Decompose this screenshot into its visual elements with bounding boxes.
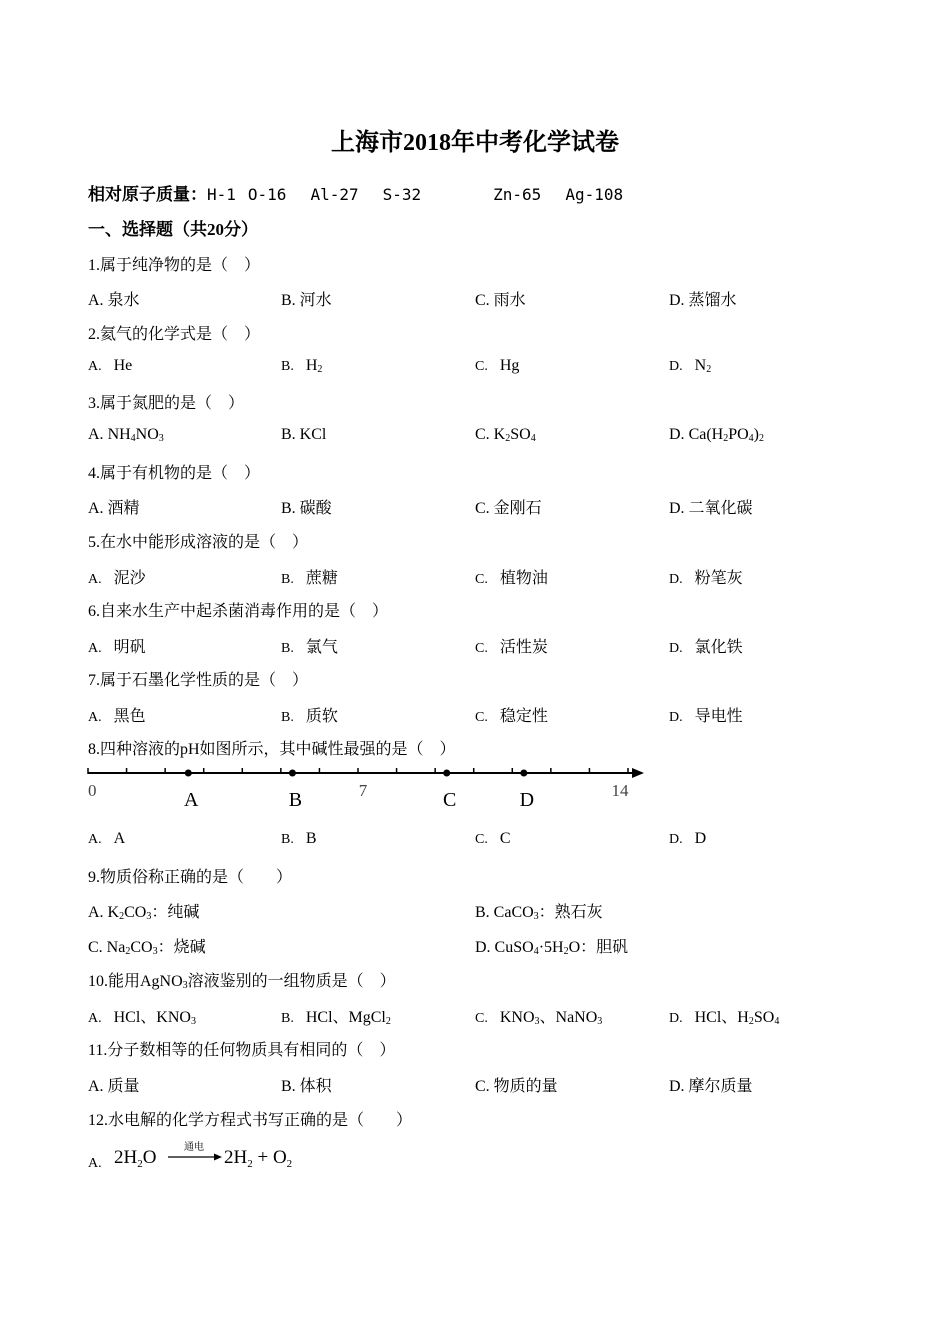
- q10-option-c: C. $KNO_3$、NaNO$_3$: [475, 1009, 603, 1027]
- q12-option-a-label: A.: [88, 1156, 102, 1171]
- q5-option-c: C. 植物油: [475, 570, 548, 587]
- q7-option-d: D. 导电性: [669, 708, 743, 725]
- ph-scale: [88, 768, 644, 811]
- ph-tick-label-7: 7: [358, 781, 368, 800]
- ph-axis-arrow: [632, 768, 644, 778]
- equation-condition: 通电: [184, 1142, 204, 1153]
- q3-option-a: A. $NH_4NO_3$: [88, 426, 164, 444]
- q1-option-b: B. 河水: [281, 292, 332, 309]
- ph-point-label-a: A: [184, 789, 199, 811]
- q6-option-a: A. 明矾: [88, 639, 146, 656]
- ph-tick-label-0: 0: [88, 781, 97, 800]
- q10-option-b: B. HCl、MgCl$_2$: [281, 1009, 391, 1027]
- atomic-mass-h: H-1: [207, 185, 236, 204]
- atomic-mass-o: O-16: [247, 185, 287, 204]
- q5-option-d: D. 粉笔灰: [669, 570, 743, 587]
- ph-point-d: [520, 770, 527, 777]
- q1-option-d: D. 蒸馏水: [669, 292, 737, 309]
- question-11: 11.分子数相等的任何物质具有相同的（ ）: [88, 1042, 396, 1059]
- q6-option-c: C. 活性炭: [475, 639, 548, 656]
- q8-option-b: B. B: [281, 830, 317, 847]
- question-4: 4.属于有机物的是（ ）: [88, 465, 261, 482]
- q5-option-b: B. 蔗糖: [281, 570, 338, 587]
- ph-tick-label-14: 14: [611, 781, 629, 800]
- ph-point-b: [289, 770, 296, 777]
- q10-option-d: D. HCl、$H_2SO_4$: [669, 1009, 780, 1027]
- q2-option-a: A. He: [88, 357, 133, 374]
- question-10: 10.能用AgNO$_3$溶液鉴别的一组物质是（ ）: [88, 973, 396, 991]
- q3-option-b: B. KCl: [281, 426, 327, 443]
- question-7: 7.属于石墨化学性质的是（ ）: [88, 672, 309, 689]
- q2-option-c: C. Hg: [475, 357, 520, 374]
- q4-option-b: B. 碳酸: [281, 500, 332, 517]
- q3-option-c: C. $K_2SO_4$: [475, 426, 536, 444]
- question-5: 5.在水中能形成溶液的是（ ）: [88, 534, 309, 551]
- ph-point-label-d: D: [519, 789, 535, 811]
- question-8: 8.四种溶液的pH如图所示，其中碱性最强的是（ ）: [88, 741, 456, 758]
- q6-option-b: B. 氯气: [281, 639, 338, 656]
- section-title: 一、选择题（共20分）: [88, 220, 258, 239]
- q9-option-b: B. CaCO$_3$：熟石灰: [475, 904, 603, 922]
- q8-option-c: C. C: [475, 830, 511, 847]
- atomic-mass-ag: Ag-108: [565, 185, 624, 204]
- q9-option-c: C. $Na_2CO_3$：烧碱: [88, 939, 206, 957]
- question-12: 12.水电解的化学方程式书写正确的是（ ）: [88, 1112, 413, 1129]
- q4-option-c: C. 金刚石: [475, 500, 542, 517]
- q8-option-d: D. D: [669, 830, 707, 847]
- equation-arrow-head: [214, 1154, 222, 1161]
- q11-option-b: B. 体积: [281, 1078, 332, 1095]
- atomic-mass-line: [88, 180, 623, 205]
- q4-option-d: D. 二氧化碳: [669, 500, 753, 517]
- question-1: 1.属于纯净物的是（ ）: [88, 257, 261, 274]
- q10-option-a: A. HCl、$KNO_3$: [88, 1009, 196, 1027]
- question-9: 9.物质俗称正确的是（ ）: [88, 869, 293, 886]
- q11-option-c: C. 物质的量: [475, 1078, 558, 1095]
- atomic-mass-s: S-32: [382, 185, 422, 204]
- q5-option-a: A. 泥沙: [88, 570, 146, 587]
- q9-option-a: A. $K_2CO_3$：纯碱: [88, 904, 200, 922]
- q11-option-a: A. 质量: [88, 1078, 140, 1095]
- equation-reactant: $2H_2O$: [114, 1147, 157, 1170]
- equation-products: $2H_2 + O_2$: [224, 1147, 293, 1170]
- q4-option-a: A. 酒精: [88, 500, 140, 517]
- question-3: 3.属于氮肥的是（ ）: [88, 395, 245, 412]
- ph-scale-diagram: [80, 758, 660, 816]
- q7-option-a: A. 黑色: [88, 708, 146, 725]
- page-title: 上海市2018年中考化学试卷: [331, 130, 619, 156]
- atomic-mass-label: 相对原子质量：: [88, 185, 207, 204]
- q2-option-b: B. $H_2$: [281, 357, 323, 375]
- q11-option-d: D. 摩尔质量: [669, 1078, 753, 1095]
- q8-option-a: A. A: [88, 830, 126, 847]
- q1-option-a: A. 泉水: [88, 292, 140, 309]
- atomic-mass-zn: Zn-65: [493, 185, 542, 204]
- ph-point-c: [443, 770, 450, 777]
- q2-option-d: D. $N_2$: [669, 357, 712, 375]
- q12-option-a-equation: [112, 1138, 312, 1172]
- ph-point-label-b: B: [288, 789, 303, 811]
- q3-option-d: D. $Ca(H_2PO_4)_2$: [669, 426, 764, 444]
- ph-point-a: [185, 770, 192, 777]
- question-2: 2.氦气的化学式是（ ）: [88, 326, 261, 343]
- q1-option-c: C. 雨水: [475, 292, 526, 309]
- q7-option-b: B. 质软: [281, 708, 338, 725]
- q7-option-c: C. 稳定性: [475, 708, 548, 725]
- ph-point-label-c: C: [443, 789, 457, 811]
- q6-option-d: D. 氯化铁: [669, 639, 743, 656]
- q9-option-d: D. $CuSO_4\cdot 5H_2O$：胆矾: [475, 939, 629, 957]
- atomic-mass-al: Al-27: [310, 185, 359, 204]
- question-6: 6.自来水生产中起杀菌消毒作用的是（ ）: [88, 603, 389, 620]
